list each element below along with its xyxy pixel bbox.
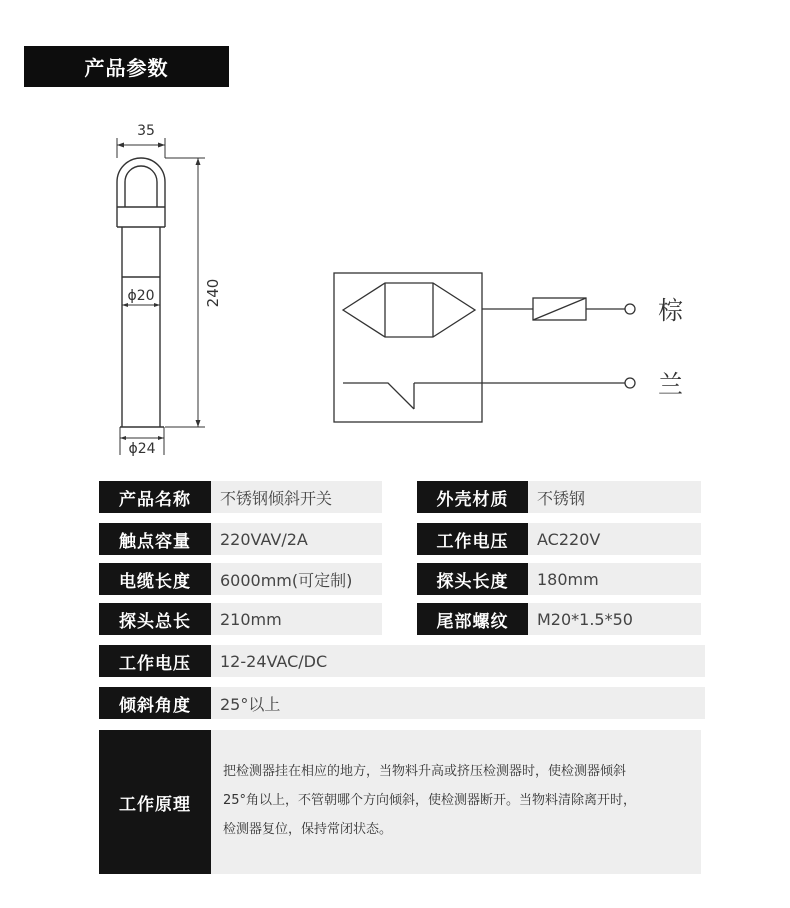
wire-blue-label: 兰 <box>658 370 684 399</box>
spec-label-tilt-angle: 倾斜角度 <box>99 687 211 719</box>
principle-text <box>223 757 699 844</box>
spec-value-working-voltage: AC220V <box>528 523 701 555</box>
terminal-blue <box>625 378 635 388</box>
dim-diameter-body-label: ϕ20 <box>127 288 155 304</box>
sensor-diamond-symbol <box>343 283 475 337</box>
spec-label-working-voltage: 工作电压 <box>417 523 528 555</box>
section-title: 产品参数 <box>84 56 169 80</box>
spec-value-probe-length: 180mm <box>528 563 701 595</box>
wire-brown-label: 棕 <box>658 296 684 325</box>
spec-label-tail-thread: 尾部螺纹 <box>417 603 528 635</box>
spec-value-cable-length: 6000mm(可定制) <box>211 563 382 595</box>
spec-value-probe-total-length: 210mm <box>211 603 382 635</box>
spec-label-probe-total-length: 探头总长 <box>99 603 211 635</box>
spec-value-tilt-angle: 25°以上 <box>211 687 705 719</box>
spec-label-probe-length: 探头长度 <box>417 563 528 595</box>
principle-label: 工作原理 <box>99 730 211 874</box>
sensor-housing <box>334 273 482 422</box>
spec-label-product-name: 产品名称 <box>99 481 211 513</box>
principle-line: 把检测器挂在相应的地方，当物料升高或挤压检测器时，使检测器倾斜 <box>223 764 627 779</box>
dim-diameter-base-label: ϕ24 <box>128 441 156 457</box>
dim-width-label: 35 <box>137 123 155 139</box>
switch-contact-symbol <box>343 383 414 409</box>
spec-value-working-voltage-dc: 12-24VAC/DC <box>211 645 705 677</box>
spec-value-contact-capacity: 220VAV/2A <box>211 523 382 555</box>
spec-value-tail-thread: M20*1.5*50 <box>528 603 701 635</box>
principle-line: 检测器复位，保持常闭状态。 <box>223 822 393 837</box>
dim-length-label: 240 <box>204 278 222 308</box>
spec-value-product-name: 不锈钢倾斜开关 <box>211 481 382 513</box>
spec-label-working-voltage-dc: 工作电压 <box>99 645 211 677</box>
spec-label-housing-material: 外壳材质 <box>417 481 528 513</box>
principle-line: 25°角以上，不管朝哪个方向倾斜，使检测器断开。当物料清除离开时， <box>223 793 637 808</box>
spec-label-contact-capacity: 触点容量 <box>99 523 211 555</box>
terminal-brown <box>625 304 635 314</box>
spec-value-housing-material: 不锈钢 <box>528 481 701 513</box>
wiring-schematic <box>334 273 635 422</box>
spec-label-cable-length: 电缆长度 <box>99 563 211 595</box>
